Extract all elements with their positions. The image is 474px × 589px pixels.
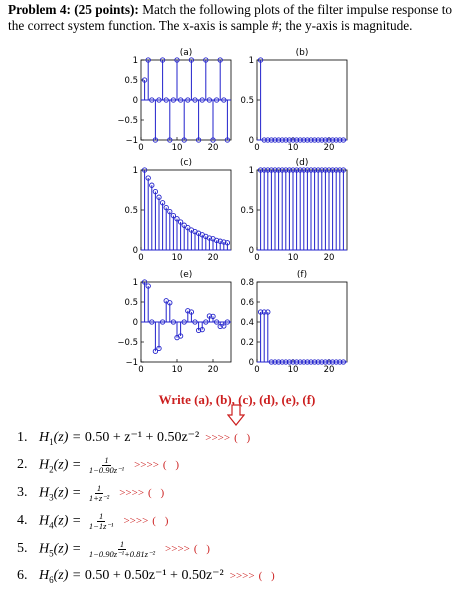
answer-slot[interactable]: >>>> ( ) [119, 487, 168, 499]
axes-box [257, 170, 347, 250]
y-tick-label: 0 [132, 96, 138, 106]
y-tick-label: 0.5 [124, 206, 138, 216]
equation-number: 4. [17, 513, 28, 528]
y-tick-label: −1 [125, 136, 138, 146]
x-tick-label: 0 [254, 253, 260, 263]
equation-number: 1. [17, 430, 28, 445]
x-tick-label: 10 [171, 365, 183, 375]
plot-title: (c) [180, 158, 192, 168]
equation-row-5 [17, 537, 213, 561]
x-tick-label: 20 [207, 143, 219, 153]
y-tick-label: 0 [248, 136, 254, 146]
plot-panel-6 [240, 270, 347, 375]
plot-title: (e) [179, 270, 193, 280]
x-tick-label: 20 [323, 143, 335, 153]
x-tick-label: 20 [207, 253, 219, 263]
y-tick-label: 0 [132, 318, 138, 328]
plot-title: (b) [295, 48, 309, 58]
y-tick-label: 0 [248, 246, 254, 256]
equation-row-2 [17, 453, 182, 477]
equation-number: 3. [17, 485, 28, 500]
problem-text: Match the following plots of the filter impulse response to the correct system function. The x-axis is sample #; the y-axis is magnitude. [8, 2, 453, 33]
y-tick-label: 0.5 [124, 298, 138, 308]
x-tick-label: 0 [254, 143, 260, 153]
x-tick-label: 10 [287, 143, 299, 153]
y-tick-label: 0.8 [240, 278, 254, 288]
x-tick-label: 20 [323, 365, 335, 375]
answer-instruction: Write (a), (b), (c), (d), (e), (f) [158, 392, 316, 407]
y-tick-label: 0.5 [240, 96, 254, 106]
x-tick-label: 10 [287, 253, 299, 263]
equation-number: 6. [17, 568, 28, 583]
down-arrow-icon [227, 404, 245, 426]
y-tick-label: 0.5 [124, 76, 138, 86]
x-tick-label: 0 [138, 143, 144, 153]
equation-row-1 [17, 426, 253, 450]
x-tick-label: 10 [171, 253, 183, 263]
equation-row-6 [17, 564, 278, 588]
plot-panel-3 [124, 158, 231, 263]
x-tick-label: 20 [323, 253, 335, 263]
plot-title: (d) [295, 158, 309, 168]
y-tick-label: 0.6 [240, 298, 254, 308]
x-tick-label: 10 [171, 143, 183, 153]
equation-row-4 [17, 509, 171, 533]
axes-box [257, 282, 347, 362]
system-function: $H_3(z)$ = $\frac{1}{\text{1+z⁻²}}$ [39, 482, 110, 503]
plot-title: (a) [179, 48, 193, 58]
y-tick-label: −0.5 [117, 116, 138, 126]
answer-slot[interactable]: >>>> ( ) [123, 515, 172, 527]
plot-panel-2 [240, 48, 347, 153]
system-function: $H_1(z) = 0.50 + z^{-1} + 0.50z^{-2}$ [39, 430, 200, 447]
equation-number: 5. [17, 541, 28, 556]
equation-row-3 [17, 481, 167, 505]
equation-number: 2. [17, 457, 28, 472]
plot-panel-5 [117, 270, 231, 375]
y-tick-label: 0.5 [240, 206, 254, 216]
x-tick-label: 0 [254, 365, 260, 375]
problem-label: Problem 4: (25 points): [8, 2, 139, 17]
answer-slot[interactable]: >>>> ( ) [205, 432, 254, 444]
y-tick-label: 1 [132, 166, 138, 176]
answer-slot[interactable]: >>>> ( ) [134, 459, 182, 471]
plot-panel-4 [240, 158, 347, 263]
answer-slot[interactable]: >>>> ( ) [229, 570, 278, 582]
y-tick-label: −0.5 [117, 338, 138, 348]
x-tick-label: 20 [207, 365, 219, 375]
y-tick-label: 1 [248, 166, 254, 176]
system-function: $H_5(z)$ = $\frac{1}{\text{1−0.90z⁻¹+0.81z⁻²}}$ [39, 538, 156, 559]
system-function: $H_2(z)$ = $\frac{1}{\text{1−0.90z⁻¹}}$ [39, 454, 125, 475]
y-tick-label: 0 [248, 358, 254, 368]
system-function: $H_4(z)$ = $\frac{1}{\text{1−1z⁻¹}}$ [39, 510, 114, 531]
system-function: $H_6(z) = 0.50 + 0.50z^{-1} + 0.50z^{-2}$ [39, 568, 224, 585]
plot-panel-1 [117, 48, 231, 153]
answer-slot[interactable]: >>>> ( ) [165, 543, 213, 555]
y-tick-label: 1 [248, 56, 254, 66]
x-tick-label: 0 [138, 365, 144, 375]
y-tick-label: 1 [132, 56, 138, 66]
plot-title: (f) [296, 270, 308, 280]
x-tick-label: 0 [138, 253, 144, 263]
y-tick-label: 0.2 [240, 338, 254, 348]
x-tick-label: 10 [287, 365, 299, 375]
y-tick-label: 0.4 [240, 318, 254, 328]
y-tick-label: −1 [125, 358, 138, 368]
y-tick-label: 1 [132, 278, 138, 288]
y-tick-label: 0 [132, 246, 138, 256]
axes-box [257, 60, 347, 140]
